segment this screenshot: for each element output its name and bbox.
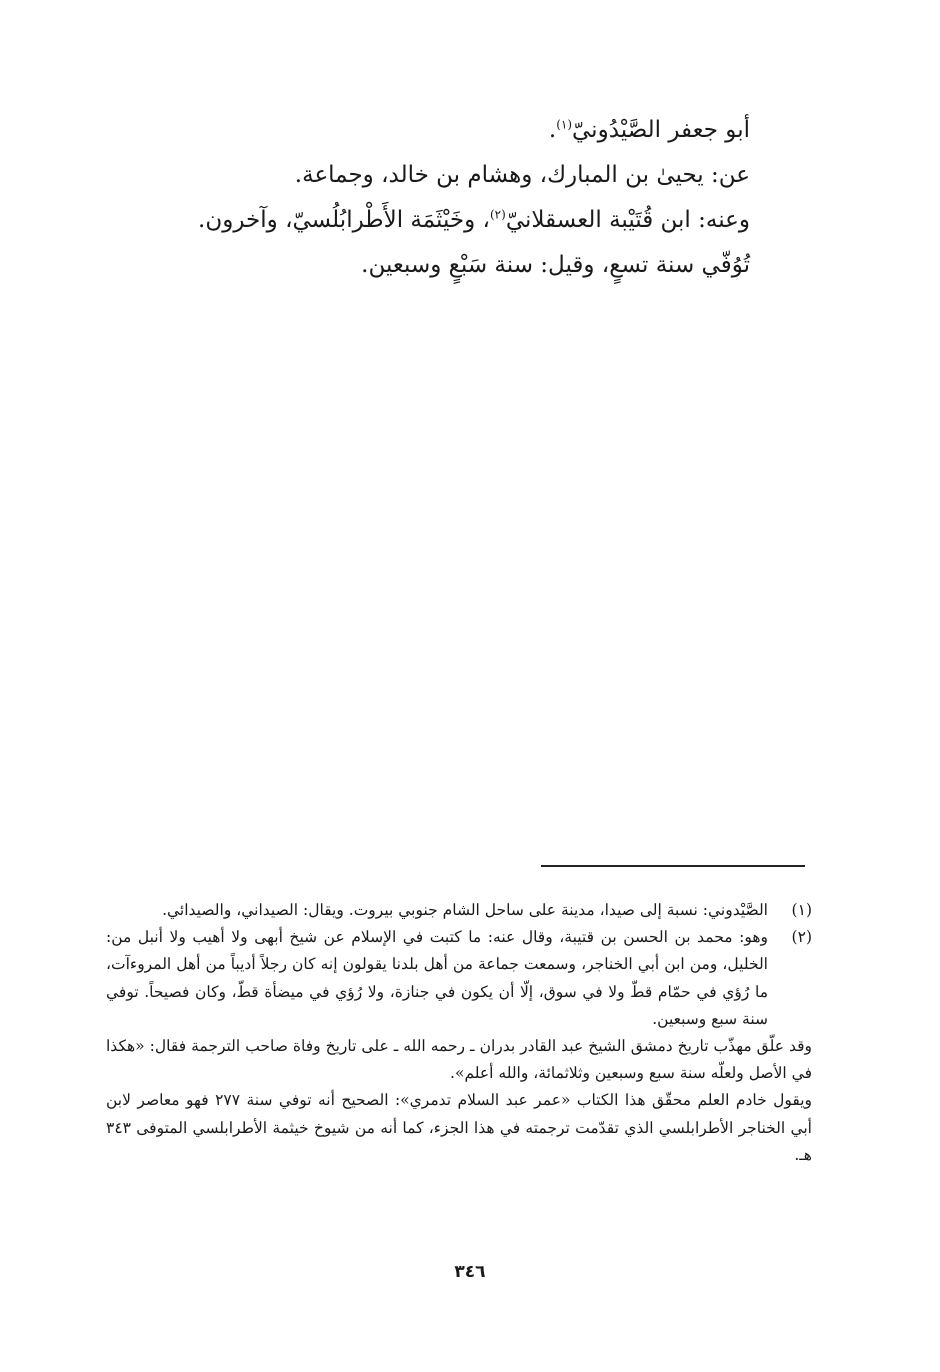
- footnote-1: [106, 897, 812, 924]
- main-line-1: [150, 108, 750, 153]
- footnote-ref-2[interactable]: (٢): [489, 207, 506, 222]
- main-line-2: عن: يحيىٰ بن المبارك، وهشام بن خالد، وجماعة.: [294, 162, 750, 188]
- main-line-3-text: وعنه: ابن قُتَيْبة العسقلانيّ: [505, 207, 750, 233]
- footnote-paragraph: وقد علّق مهذّب تاريخ دمشق الشيخ عبد القادر بدران ـ رحمه الله ـ على تاريخ وفاة صاحب الترجمة فقال: «هكذا في الأصل ولعلّه سنة سبع وسبعين وثلاثمائة، والله أعلم».: [106, 1037, 812, 1083]
- footnotes: [106, 897, 812, 1169]
- main-line-3: [150, 198, 750, 243]
- footnote-paragraph: الصَّيْدوني: نسبة إلى صيدا، مدينة على ساحل الشام جنوبي بيروت. ويقال: الصيداني، والصيدائي.: [162, 901, 768, 919]
- footnote-separator: [541, 865, 805, 867]
- footnote-ref-1[interactable]: (١): [556, 117, 573, 132]
- footnote-body: [106, 924, 813, 1169]
- main-line-3-tail: ، وخَيْثَمَة الأَطْرابُلُسيّ، وآخرون.: [198, 207, 490, 233]
- main-text: [150, 108, 750, 288]
- main-line-4: تُوُفّي سنة تسعٍ، وقيل: سنة سَبْعٍ وسبعين.: [361, 252, 750, 278]
- footnote-2: [106, 924, 812, 1169]
- main-line-1-end: .: [548, 117, 557, 143]
- footnote-number: (٢): [791, 928, 812, 947]
- main-line-1-text: أبو جعفر الصَّيْدُونيّ: [572, 117, 750, 143]
- footnote-number: (١): [791, 901, 812, 919]
- footnote-body: [106, 897, 768, 924]
- page-number: ٣٤٦: [454, 1262, 486, 1282]
- footnote-paragraph: وهو: محمد بن الحسن بن قتيبة، وقال عنه: ما كتبت في الإسلام عن شيخ أبهى ولا أهيب ولا أنبل من: الخليل، ومن ابن أبي الخناجر، وسمعت جماعة من أهل بلدنا يقولون إنه كان رجلاً أديباً من أهل المروءآت، ما رُؤي في حمّام قطّ ولا في سوق، إلّا أن يكون في جنازة، ولا رُؤي في ميضأة قطّ، وكان فصيحاً. توفي سنة سبع وسبعين.: [106, 928, 768, 1028]
- footnote-paragraph: ويقول خادم العلم محقّق هذا الكتاب «عمر عبد السلام تدمري»: الصحيح أنه توفي سنة ٢٧٧ فهو معاصر لابن أبي الخناجر الأطرابلسي الذي تقدّمت ترجمته في هذا الجزء، كما أنه من شيوخ خيثمة الأطرابلسي المتوفى ٣٤٣ هـ.: [106, 1091, 813, 1164]
